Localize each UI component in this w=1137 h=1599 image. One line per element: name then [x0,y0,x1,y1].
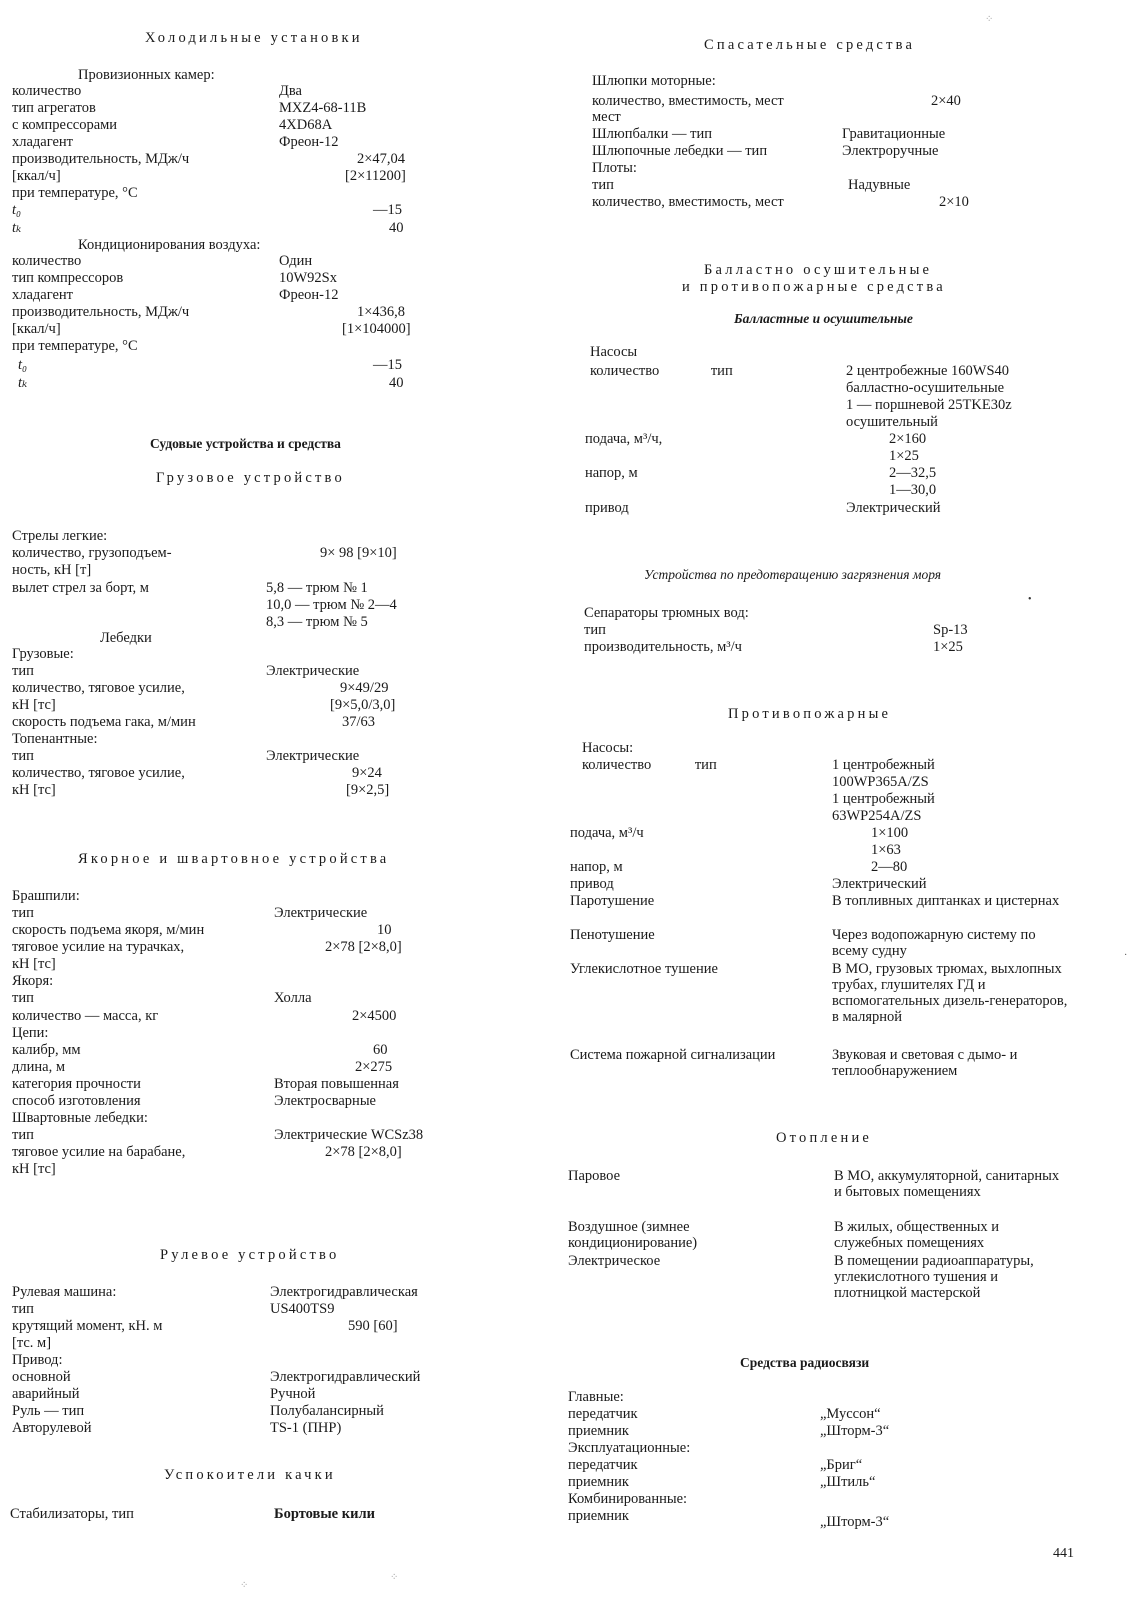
spec-label: [тс. м] [12,1335,52,1351]
scan-speck: ⁘ [390,1572,399,1583]
spec-value: Через водопожарную систему по всему судну [832,927,1036,959]
spec-label: ность, кН [т] [12,562,92,578]
subheading: Швартовные лебедки: [12,1110,148,1126]
section-heading-stabilizers: Успокоители качки [164,1467,336,1483]
spec-value: 10 [377,922,392,938]
spec-label: скорость подъема якоря, м/мин [12,922,205,938]
section-heading-cargo: Грузовое устройство [156,470,345,486]
spec-label: с компрессорами [12,117,118,133]
section-heading-lifesaving: Спасательные средства [704,37,916,53]
spec-label: количество, тяговое усилие, [12,765,185,781]
spec-value: 1×100 [871,825,909,841]
spec-value: 2×78 [2×8,0] [325,1144,402,1160]
spec-value: 1×25 [889,448,919,464]
spec-value: Электросварные [274,1093,376,1109]
subheading: Стрелы легкие: [12,528,108,544]
spec-label: кН [тс] [12,1161,56,1177]
spec-value: 2—32,5 [889,465,937,481]
spec-label: тип [12,1127,34,1143]
spec-label: количество тип [582,757,717,773]
spec-value: Электрический [846,500,941,516]
spec-label: tₖ [12,220,22,236]
spec-value: 2 центробежные 160WS40 [846,363,1010,379]
spec-label: Авторулевой [12,1420,92,1436]
subheading: Топенантные: [12,731,98,747]
spec-value: 1×25 [933,639,963,655]
spec-value: Бортовые кили [274,1506,375,1522]
spec-value: „Шторм-3“ [820,1514,890,1530]
spec-label: приемник [568,1474,629,1490]
spec-value: Звуковая и световая с дымо- и теплообнаружением [832,1047,1018,1079]
spec-value: Электрический [832,876,927,892]
spec-label: тип [584,622,606,638]
spec-label: тип [12,905,34,921]
scan-speck: ⁘ [985,14,994,25]
spec-value: —15 [373,202,402,218]
subheading: Эксплуатационные: [568,1440,691,1456]
spec-label: тип компрессоров [12,270,124,286]
spec-value: Электрогидравлическая [270,1284,418,1300]
spec-label: тип [592,177,614,193]
spec-label: tₖ [18,375,28,391]
spec-label: крутящий момент, кН. м [12,1318,163,1334]
spec-value: 2×4500 [352,1008,397,1024]
subheading: Комбинированные: [568,1491,688,1507]
spec-label: тяговое усилие на турачках, [12,939,185,955]
section-heading-ballast-2: и противопожарные средства [682,279,946,295]
subheading: Шлюпки моторные: [592,73,716,89]
spec-label: хладагент [12,287,74,303]
spec-label: кН [тс] [12,782,56,798]
scan-speck: · [1124,950,1128,961]
spec-value: „Штиль“ [820,1474,876,1490]
page-number: 441 [1053,1546,1074,1561]
spec-label: калибр, мм [12,1042,81,1058]
spec-label: производительность, МДж/ч [12,304,190,320]
spec-value: 4XD68A [279,117,333,133]
spec-label: тип [12,1301,34,1317]
section-heading-refrigeration: Холодильные установки [145,30,363,46]
spec-label: [ккал/ч] [12,168,61,184]
spec-label: способ изготовления [12,1093,141,1109]
spec-value: 2×40 [931,93,961,109]
spec-value: MXZ4-68-11B [279,100,367,116]
subheading: Провизионных камер: [78,67,215,83]
spec-label: приемник [568,1423,629,1439]
subheading: Насосы [590,344,638,360]
spec-value: [2×11200] [345,168,406,184]
spec-value: Гравитационные [842,126,946,142]
spec-value: 590 [60] [348,1318,398,1334]
spec-value: В МО, аккумуляторной, санитарных и бытовых помещениях [834,1168,1060,1200]
spec-label: приемник [568,1508,629,1524]
spec-value: 10W92Sx [279,270,337,286]
spec-label: при температуре, °С [12,338,138,354]
spec-value: Вторая повышенная [274,1076,399,1092]
spec-label: Пенотушение [570,927,655,943]
spec-label: Воздушное (зимнее кондиционирование) [568,1219,698,1251]
spec-label: категория прочности [12,1076,141,1092]
spec-value: 9× 98 [9×10] [320,545,397,561]
subheading: Цепи: [12,1025,49,1041]
spec-value: 5,8 — трюм № 1 [266,580,368,596]
spec-value: 40 [389,375,404,391]
subsection-heading-ballast: Балластные и осушительные [734,311,913,326]
spec-value: Электроручные [842,143,939,159]
spec-label: Система пожарной сигнализации [570,1047,776,1063]
spec-label: кН [тс] [12,697,56,713]
subheading: Лебедки [100,630,152,646]
spec-label: мест [592,109,621,125]
spec-value: 1 центробежный [832,791,935,807]
spec-label: кН [тс] [12,956,56,972]
subsection-heading-pollution: Устройства по предотвращению загрязнения моря [644,567,942,582]
spec-value: 1 центробежный [832,757,935,773]
spec-value: Ручной [270,1386,316,1402]
section-heading-ballast: Балластно осушительные [704,262,933,278]
spec-value: „Шторм-3“ [820,1423,890,1439]
spec-label: количество [12,83,82,99]
spec-value: Электрические WCSz38 [274,1127,424,1143]
spec-label: [ккал/ч] [12,321,61,337]
subheading: Кондиционирования воздуха: [78,237,261,253]
spec-label: передатчик [568,1406,638,1422]
spec-value: Полубалансирный [270,1403,384,1419]
spec-value: „Бриг“ [820,1457,863,1473]
spec-label: количество — масса, кг [12,1008,159,1024]
spec-value: 2×160 [889,431,927,447]
spec-label: скорость подъема гака, м/мин [12,714,196,730]
spec-value: 63WP254A/ZS [832,808,922,824]
subheading: Привод: [12,1352,63,1368]
spec-label: производительность, м³/ч [584,639,742,655]
spec-label: количество тип [590,363,733,379]
spec-value: Один [279,253,313,269]
section-heading-ship-devices: Судовые устройства и средства [150,436,341,451]
spec-value: 9×49/29 [340,680,389,696]
spec-value: 2×47,04 [357,151,406,167]
section-heading-radio: Средства радиосвязи [740,1355,870,1370]
spec-label: напор, м [585,465,638,481]
spec-label: производительность, МДж/ч [12,151,190,167]
scan-speck: ⁘ [240,1580,249,1591]
subheading: Сепараторы трюмных вод: [584,605,749,621]
spec-value: [1×104000] [342,321,411,337]
spec-value: 8,3 — трюм № 5 [266,614,368,630]
subheading: Главные: [568,1389,624,1405]
subheading: Грузовые: [12,646,74,662]
spec-value: 100WP365A/ZS [832,774,929,790]
spec-label: тип [12,748,34,764]
spec-value: Электрические [274,905,368,921]
subsection-heading-fire: Противопожарные [728,706,892,722]
spec-label: t₀ [18,357,28,373]
spec-label: привод [585,500,629,516]
spec-label: количество, грузоподъем- [12,545,172,561]
spec-value: осушительный [846,414,938,430]
subheading: Брашпили: [12,888,80,904]
spec-label: Шлюпочные лебедки — тип [592,143,768,159]
spec-label: тип агрегатов [12,100,96,116]
spec-label: тип [12,990,34,1006]
spec-value: 1 — поршневой 25TKE30z [846,397,1012,413]
spec-value: [9×5,0/3,0] [330,697,396,713]
spec-label: передатчик [568,1457,638,1473]
spec-value: 1×436,8 [357,304,406,320]
spec-value: Электрические [266,663,360,679]
spec-label: Паровое [568,1168,621,1184]
spec-label: длина, м [12,1059,65,1075]
spec-label: Руль — тип [12,1403,85,1419]
section-heading-anchor: Якорное и швартовное устройства [78,851,390,867]
spec-value: 1—30,0 [889,482,937,498]
spec-label: количество, тяговое усилие, [12,680,185,696]
spec-label: Стабилизаторы, тип [10,1506,134,1522]
spec-value: —15 [373,357,402,373]
spec-value: 37/63 [342,714,376,730]
spec-value: балластно-осушительные [846,380,1005,396]
spec-label: Шлюпбалки — тип [592,126,713,142]
spec-value: В топливных диптанках и цистернах [832,893,1060,909]
spec-value: Надувные [848,177,911,193]
spec-label: напор, м [570,859,623,875]
spec-label: Паротушение [570,893,655,909]
spec-label: аварийный [12,1386,80,1402]
spec-label: t₀ [12,202,22,218]
spec-label: при температуре, °С [12,185,138,201]
spec-value: 2×10 [939,194,969,210]
spec-value: Электрогидравлический [270,1369,421,1385]
spec-value: 2—80 [871,859,908,875]
spec-label: основной [12,1369,71,1385]
spec-value: 2×78 [2×8,0] [325,939,402,955]
spec-value: Фреон-12 [279,287,339,303]
subheading: Насосы: [582,740,634,756]
spec-value: 40 [389,220,404,236]
spec-label: количество, вместимость, мест [592,93,784,109]
spec-label: количество [12,253,82,269]
spec-label: количество, вместимость, мест [592,194,784,210]
spec-label: Углекислотное тушение [570,961,718,977]
spec-label: тяговое усилие на барабане, [12,1144,186,1160]
subheading: Плоты: [592,160,637,176]
spec-value: [9×2,5] [346,782,390,798]
subheading: Якоря: [12,973,54,989]
spec-value: 60 [373,1042,388,1058]
spec-value: Два [279,83,302,99]
scan-speck: • [1028,594,1032,605]
spec-value: Электрические [266,748,360,764]
spec-label: тип [12,663,34,679]
spec-label: подача, м³/ч [570,825,644,841]
spec-value: Sp-13 [933,622,968,638]
spec-value: В жилых, общественных и служебных помещениях [834,1219,1000,1251]
spec-label: хладагент [12,134,74,150]
spec-label: привод [570,876,614,892]
section-heading-steering: Рулевое устройство [160,1247,340,1263]
spec-value: В МО, грузовых трюмах, выхлопных трубах, глушителях ГД и вспомогательных дизель-генераторов, в малярной [832,961,1068,1025]
spec-value: TS-1 (ПНР) [270,1420,342,1436]
spec-value: Холла [274,990,312,1006]
spec-label: подача, м³/ч, [585,431,663,447]
spec-value: В помещении радиоаппаратуры, углекислотного тушения и плотницкой мастерской [834,1253,1034,1301]
spec-value: Фреон-12 [279,134,339,150]
spec-label: Электрическое [568,1253,661,1269]
spec-value: 2×275 [355,1059,393,1075]
spec-label: вылет стрел за борт, м [12,580,149,596]
spec-value: US400TS9 [270,1301,335,1317]
spec-value: 10,0 — трюм № 2—4 [266,597,397,613]
spec-value: „Муссон“ [820,1406,881,1422]
section-heading-heating: Отопление [776,1130,873,1146]
spec-label: Рулевая машина: [12,1284,117,1300]
spec-value: 1×63 [871,842,901,858]
spec-value: 9×24 [352,765,382,781]
